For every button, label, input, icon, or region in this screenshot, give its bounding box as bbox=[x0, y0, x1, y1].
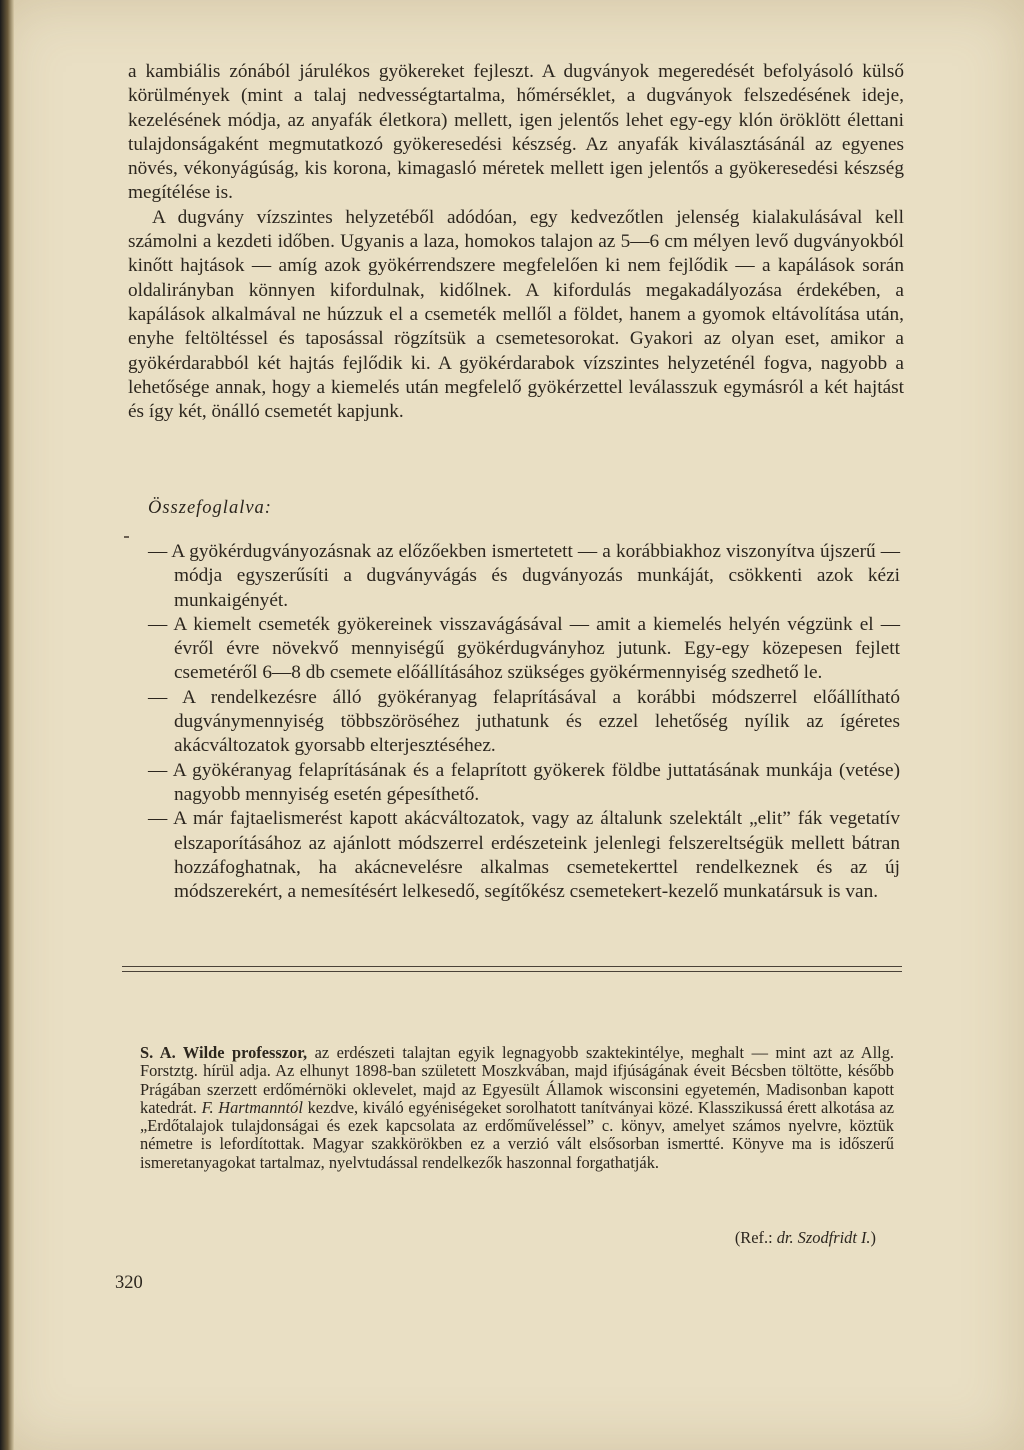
footnote-hartmann: F. Hartmanntól bbox=[201, 1097, 303, 1117]
summary-item: — A már fajtaelismerést kapott akácváltozatok, vagy az általunk szelektált „elit” fák vegetatív elszaporításához az ajánlott módszerrel erdészeteink jelenlegi felszereltségük mellett bátran hozzáfoghatnak, ha akácnevelésre alkalmas csemetekerttel rendelkeznek és az új módszerekért, a nemesítésért lelkesedő, segítőkész csemetekert-kezelő munkatársuk is van. bbox=[148, 808, 900, 903]
summary-list bbox=[148, 540, 900, 904]
page-number: 320 bbox=[115, 1273, 143, 1293]
main-text bbox=[128, 60, 904, 424]
divider-line bbox=[122, 966, 902, 967]
ref-author: dr. Szodfridt I. bbox=[776, 1228, 871, 1247]
summary-heading: Összefoglalva: bbox=[148, 498, 272, 518]
summary-item: — A gyökérdugványozásnak az előzőekben ismertetett — a korábbiakhoz viszonyítva újszerű — módja egyszerűsíti a dugványvágás és dugványozás munkáját, csökkenti azok kézi munkaigényét. bbox=[148, 541, 900, 611]
footnote-ref bbox=[640, 1228, 876, 1248]
footnote-name: S. A. Wilde professzor, bbox=[140, 1043, 308, 1062]
footnote bbox=[140, 1044, 894, 1172]
book-spine bbox=[0, 0, 14, 1450]
footnote-text bbox=[140, 1044, 894, 1172]
divider-line bbox=[122, 971, 902, 972]
footnote-text-2: kezdve, kiváló egyéniségeket sorolhatott tanítványai közé. Klasszikussá érett alkotása az „Erdőtalajok tulajdonságai és ezek kapcsolata az erdőműveléssel” c. könyv, amelyet számos nyelvre, köztük németre is lefordítottak. Magyar szakkörökben ez a verzió vált elsősorban ismertté. Könyve ma is időszerű ismeretanyagokat tartalmaz, nyelvtudással rendelkezők haszonnal forgathatják. bbox=[140, 1097, 894, 1172]
paragraph-2: A dugvány vízszintes helyzetéből adódóan, egy kedvezőtlen jelenség kialakulásával kell számolni a kezdeti időben. Ugyanis a laza, homokos talajon az 5—6 cm mélyen levő dugványokból kinőtt hajtások — amíg azok gyökérrendszere megfelelően ki nem fejlődik — a kapálások során oldalirányban könnyen kifordulnak, kidőlnek. A kifordulás megakadályozása érdekében, a kapálások alkalmával ne húzzuk el a csemeték mellől a földet, hanem a gyomok eltávolítása után, enyhe feltöltéssel és taposással rögzítsük a csemetesorokat. Gyakori az olyan eset, amikor a gyökérdarabból két hajtás fejlődik ki. A gyökérdarabok vízszintes helyzeténél fogva, nagyobb a lehetősége annak, hogy a kiemelés után megfelelő gyökérzettel leválasszuk egymásról a két hajtást és így két, önálló csemetét kapjunk. bbox=[128, 206, 904, 423]
paragraph-1: a kambiális zónából járulékos gyökereket fejleszt. A dugványok megeredését befolyásoló külső körülmények (mint a talaj nedvességtartalma, hőmérséklet, a dugványok felszedésének ideje, kezelésének módja, az anyafák életkora) mellett, igen jelentős lehet egy-egy klón öröklött élettani tulajdonságaként megmutatkozó gyökeresedési készség. Az anyafák kiválasztásánál az egyenes növés, vékonyágúság, kis korona, kimagasló méretek mellett igen jelentős a gyökeresedési készség megítélése is. bbox=[128, 61, 904, 204]
ref-prefix: (Ref.: bbox=[734, 1228, 777, 1247]
summary-item: — A gyökéranyag felaprításának és a felaprított gyökerek földbe juttatásának munkája (vetése) nagyobb mennyiség esetén gépesíthető. bbox=[148, 759, 900, 805]
margin-mark bbox=[124, 536, 129, 538]
summary-item: — A rendelkezésre álló gyökéranyag felaprításával a korábbi módszerrel előállítható dugványmennyiség többszöröséhez juthatunk és ezzel lehetőség nyílik az ígéretes akácváltozatok gyorsabb elterjesztéséhez. bbox=[148, 686, 900, 757]
summary-item: — A kiemelt csemeték gyökereinek visszavágásával — amit a kiemelés helyén végzünk el — évről évre növekvő mennyiségű gyökérdugványhoz jutunk. Egy-egy közepesen fejlett csemetéről 6—8 db csemete előállításához szükséges gyökérmennyiség szedhető le. bbox=[148, 613, 900, 684]
footnote-text-1: az erdészeti talajtan egyik legnagyobb szaktekintélye, meghalt — mint azt az Allg. Forstztg. hírül adja. Az elhunyt 1898-ban született Moszkvában, majd ifjúságának éveit Bécsben töltötte, később Prágában szerzett erdőmérnöki oklevelet, majd az Egyesült Államok wisconsini egyetemén, Madisonban kapott katedrát. bbox=[140, 1043, 894, 1117]
ref-suffix: ) bbox=[870, 1228, 876, 1247]
